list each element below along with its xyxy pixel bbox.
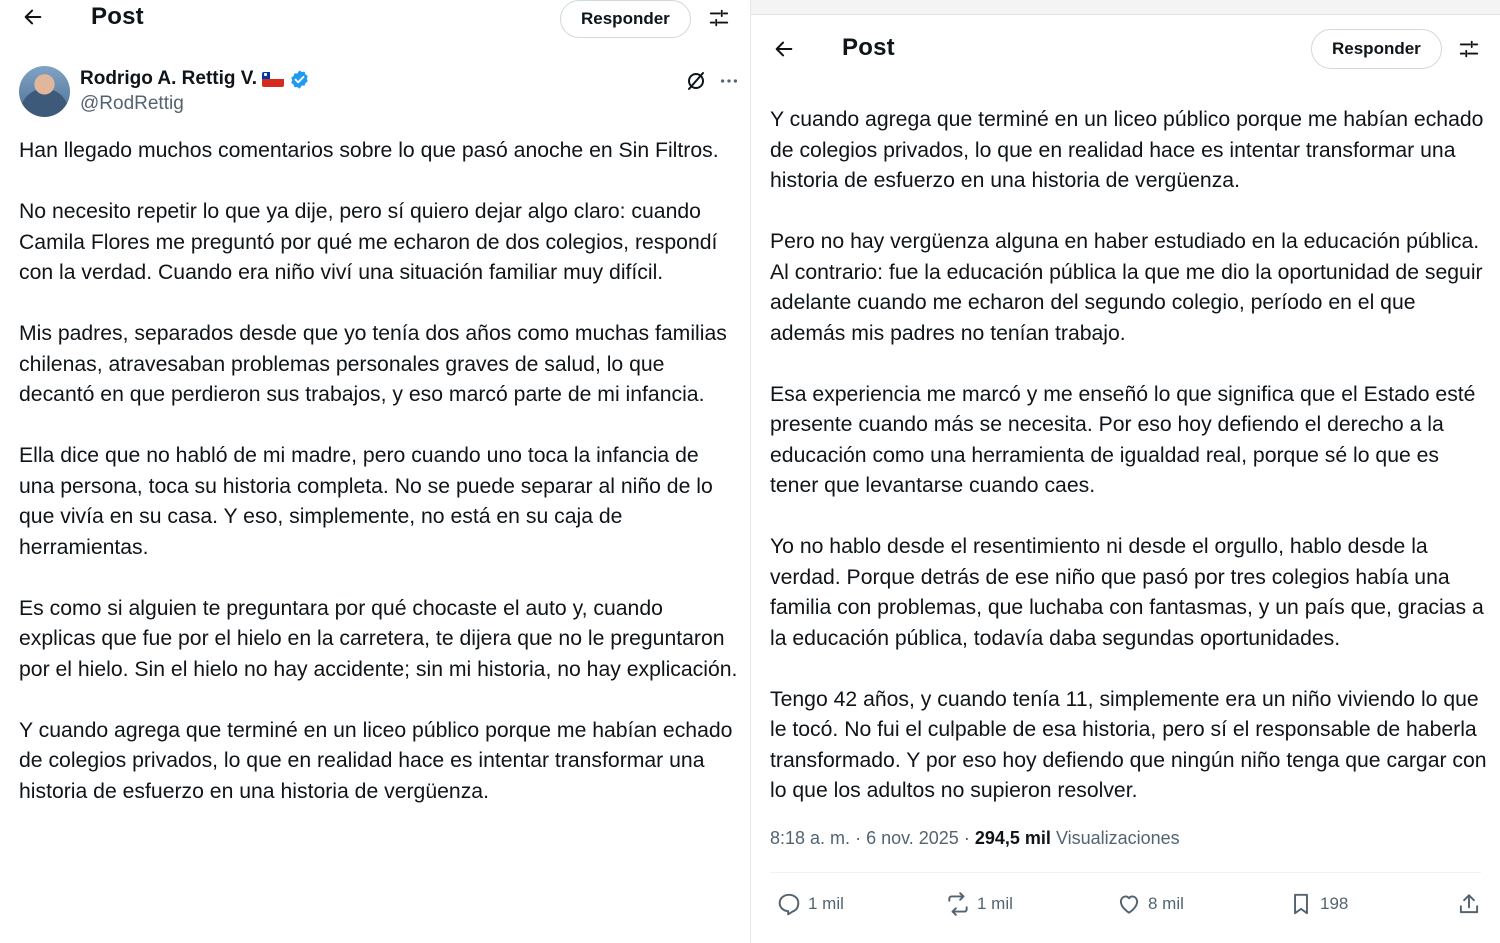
reply-count: 1 mil — [808, 894, 844, 913]
sliders-icon[interactable] — [704, 3, 734, 33]
post-actions — [770, 884, 1481, 924]
post-paragraph: Esa experiencia me marcó y me enseñó lo que significa que el Estado esté presente cuando más se necesita. Por eso hoy defiendo el derecho a la educación como una herramienta de igualdad real, porque sé lo que es tener que levantarse cuando caes. — [770, 382, 1476, 497]
reply-button[interactable]: Responder — [560, 0, 691, 38]
back-arrow-icon[interactable] — [764, 29, 804, 69]
post-paragraph: Pero no hay vergüenza alguna en haber estudiado en la educación pública. Al contrario: fue la educación pública la que me dio la oportunidad de seguir adelante cuando me echaron del segundo colegio, período en el que además mis padres no tenían trabajo. — [770, 230, 1483, 345]
share-action[interactable] — [1456, 884, 1482, 924]
chile-flag-icon — [262, 72, 284, 87]
repost-icon — [945, 891, 971, 917]
verified-badge-icon — [289, 69, 310, 90]
views-label: Visualizaciones — [1055, 828, 1180, 848]
post-paragraph: No necesito repetir lo que ya dije, pero sí quiero dejar algo claro: cuando Camila Flores me preguntó por qué me echaron de dos colegios, respondí con la verdad. Cuando era niño viví una situación familiar muy difícil. — [19, 200, 718, 284]
repost-count: 1 mil — [977, 894, 1013, 913]
bookmark-icon — [1288, 891, 1314, 917]
back-arrow-icon[interactable] — [13, 0, 53, 37]
reply-button[interactable]: Responder — [1311, 29, 1442, 69]
repost-action[interactable] — [945, 884, 1013, 924]
page-title: Post — [842, 34, 895, 61]
heart-icon — [1116, 891, 1142, 917]
post-paragraph: Mis padres, separados desde que yo tenía dos años como muchas familias chilenas, atravesaban problemas personales graves de salud, lo que decantó en que perdieron sus trabajos, y eso marcó parte de mi infancia. — [19, 322, 727, 406]
bookmark-action[interactable] — [1288, 884, 1348, 924]
sliders-icon[interactable] — [1454, 34, 1484, 64]
post-paragraph: Yo no hablo desde el resentimiento ni desde el orgullo, hablo desde la verdad. Porque detrás de ese niño que pasó por tres colegios había una familia con problemas, que luchaba con fantasmas, y un país que, gracias a la educación pública, todavía daba segundas oportunidades. — [770, 535, 1484, 650]
views-count: 294,5 mil — [974, 828, 1051, 848]
status-bar — [751, 0, 1500, 15]
post-header — [751, 24, 1500, 74]
author-handle[interactable]: @RodRettig — [80, 93, 184, 114]
author-name[interactable]: Rodrigo A. Rettig V. — [80, 68, 257, 89]
post-time[interactable]: 8:18 a. m. — [770, 828, 851, 848]
avatar[interactable] — [19, 66, 70, 117]
like-action[interactable] — [1116, 884, 1184, 924]
bookmark-count: 198 — [1320, 894, 1349, 913]
post-paragraph: Han llegado muchos comentarios sobre lo que pasó anoche en Sin Filtros. — [19, 139, 719, 162]
page-title: Post — [91, 3, 144, 30]
like-count: 8 mil — [1148, 894, 1184, 913]
post-text — [770, 105, 1492, 837]
post-paragraph: Ella dice que no habló de mi madre, pero cuando uno toca la infancia de una persona, toca su historia completa. No se puede separar al niño de lo que vivía en su casa. Y eso, simplemente, no está en su caja de herramientas. — [19, 444, 713, 559]
reply-action[interactable] — [776, 884, 844, 924]
post-header — [0, 0, 750, 50]
meta-separator: · — [855, 828, 862, 848]
divider-line — [770, 872, 1481, 873]
post-text — [19, 136, 739, 838]
grok-icon[interactable] — [683, 68, 709, 94]
post-paragraph: Y cuando agrega que terminé en un liceo público porque me habían echado de colegios privados, lo que en realidad hace es intentar transformar una historia de esfuerzo en una historia de vergüenza. — [19, 718, 733, 803]
more-options-icon[interactable] — [716, 68, 742, 94]
post-meta — [770, 828, 1180, 849]
post-paragraph: Es como si alguien te preguntara por qué chocaste el auto y, cuando explicas que fue por el hielo en la carretera, te dijera que no le preguntaron por el hielo. Sin el hielo no hay accidente; sin mi historia, no hay explicación. — [19, 596, 738, 681]
meta-separator: · — [963, 828, 970, 848]
post-author — [19, 66, 734, 118]
post-paragraph: Tengo 42 años, y cuando tenía 11, simplemente era un niño viviendo lo que le tocó. No fui el culpable de esa historia, pero sí el responsable de haberla transformado. Y por eso hoy defiendo que ningún niño tenga que cargar con lo que los adultos no supieron resolver. — [770, 687, 1487, 802]
reply-icon — [776, 891, 802, 917]
post-date[interactable]: 6 nov. 2025 — [866, 828, 959, 848]
post-paragraph: Y cuando agrega que terminé en un liceo público porque me habían echado de colegios privados, lo que en realidad hace es intentar transformar una historia de esfuerzo en una historia de vergüenza. — [770, 108, 1484, 192]
share-icon — [1456, 891, 1482, 917]
author-name-row[interactable] — [80, 68, 310, 90]
post-pane-right — [751, 0, 1500, 943]
